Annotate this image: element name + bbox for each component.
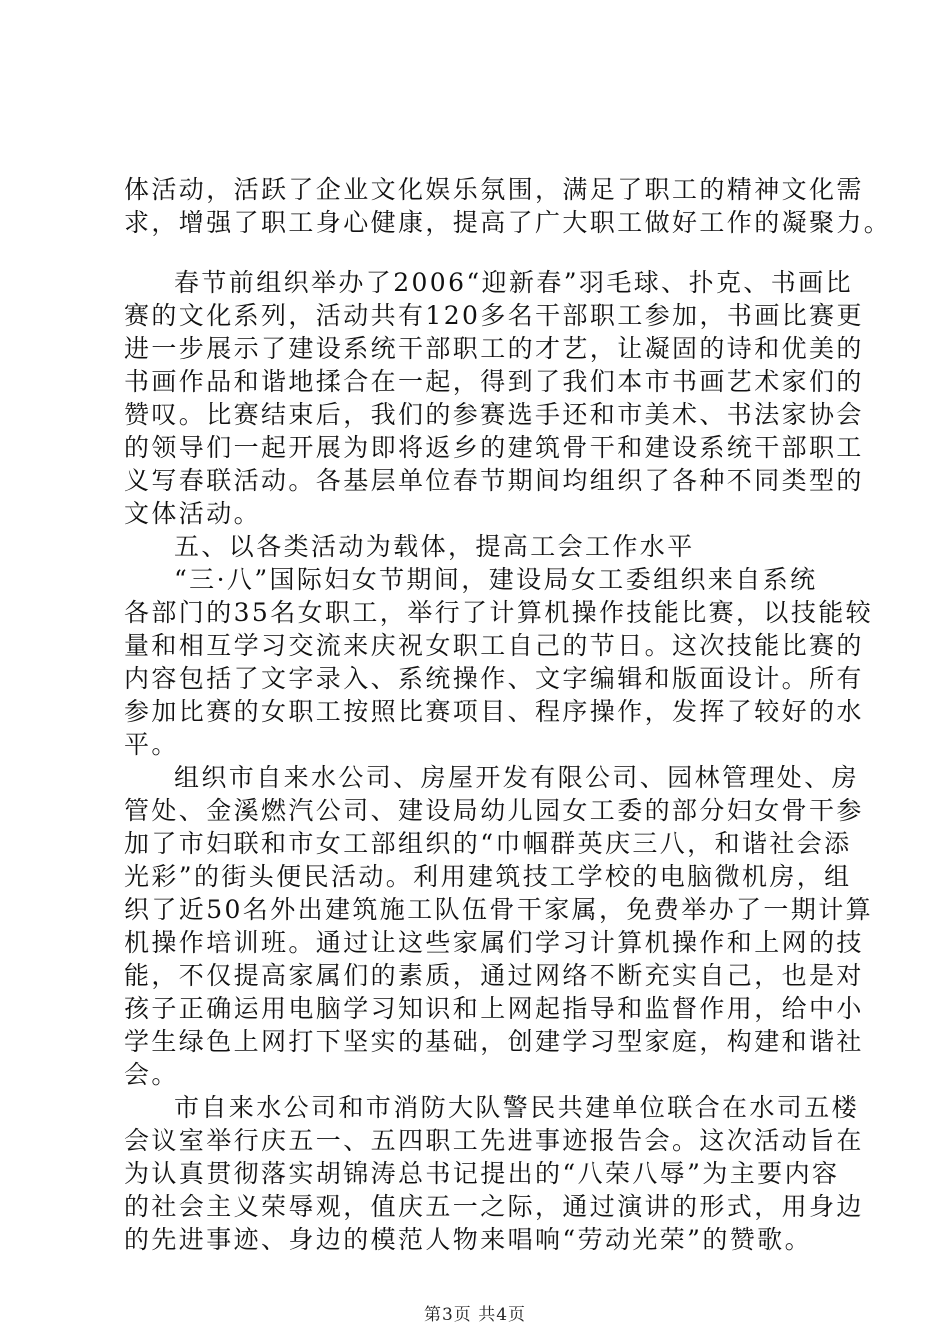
text-line: 各部门的35名女职工，举行了计算机操作技能比赛，以技能较 xyxy=(124,598,874,627)
text-line: 管处、金溪燃汽公司、建设局幼儿园女工委的部分妇女骨干参 xyxy=(124,796,864,825)
text-line: 能，不仅提高家属们的素质，通过网络不断充实自己，也是对 xyxy=(124,961,864,990)
text-line: 会。 xyxy=(124,1060,179,1089)
text-line: 赛的文化系列，活动共有120多名干部职工参加，书画比赛更 xyxy=(124,301,864,330)
text-line: 学生绿色上网打下坚实的基础，创建学习型家庭，构建和谐社 xyxy=(124,1027,864,1056)
text-line: 体活动，活跃了企业文化娱乐氛围，满足了职工的精神文化需 xyxy=(124,175,864,204)
paragraph-first-line: “三·八”国际妇女节期间，建设局女工委组织来自系统 xyxy=(174,565,818,594)
text-line: 机操作培训班。通过让这些家属们学习计算机操作和上网的技 xyxy=(124,928,864,957)
text-line: 加了市妇联和市女工部组织的“巾帼群英庆三八，和谐社会添 xyxy=(124,829,852,858)
text-line: 的先进事迹、身边的模范人物来唱响“劳动光荣”的赞歌。 xyxy=(124,1225,812,1254)
text-line: 赞叹。比赛结束后，我们的参赛选手还和市美术、书法家协会 xyxy=(124,400,864,429)
text-line: 的社会主义荣辱观，值庆五一之际，通过演讲的形式，用身边 xyxy=(124,1192,864,1221)
text-line: 内容包括了文字录入、系统操作、文字编辑和版面设计。所有 xyxy=(124,664,864,693)
text-line: 平。 xyxy=(124,730,179,759)
text-line: 的领导们一起开展为即将返乡的建筑骨干和建设系统干部职工 xyxy=(124,433,864,462)
paragraph-first-line: 市自来水公司和市消防大队警民共建单位联合在水司五楼 xyxy=(174,1093,860,1122)
text-line: 进一步展示了建设系统干部职工的才艺，让凝固的诗和优美的 xyxy=(124,334,864,363)
text-line: 求，增强了职工身心健康，提高了广大职工做好工作的凝聚力。 xyxy=(124,208,892,237)
text-line: 量和相互学习交流来庆祝女职工自己的节日。这次技能比赛的 xyxy=(124,631,864,660)
paragraph-first-line: 春节前组织举办了2006“迎新春”羽毛球、扑克、书画比 xyxy=(174,268,853,297)
page-footer: 第3页 共4页 xyxy=(423,1305,527,1325)
text-line: 会议室举行庆五一、五四职工先进事迹报告会。这次活动旨在 xyxy=(124,1126,864,1155)
text-line: 文体活动。 xyxy=(124,499,262,528)
section-heading: 五、以各类活动为载体，提高工会工作水平 xyxy=(174,532,695,561)
text-line: 义写春联活动。各基层单位春节期间均组织了各种不同类型的 xyxy=(124,466,864,495)
text-line: 书画作品和谐地揉合在一起，得到了我们本市书画艺术家们的 xyxy=(124,367,864,396)
text-line: 为认真贯彻落实胡锦涛总书记提出的“八荣八辱”为主要内容 xyxy=(124,1159,840,1188)
text-line: 参加比赛的女职工按照比赛项目、程序操作，发挥了较好的水 xyxy=(124,697,864,726)
text-line: 光彩”的街头便民活动。利用建筑技工学校的电脑微机房，组 xyxy=(124,862,852,891)
paragraph-first-line: 组织市自来水公司、房屋开发有限公司、园林管理处、房 xyxy=(174,763,860,792)
text-line: 孩子正确运用电脑学习知识和上网起指导和监督作用，给中小 xyxy=(124,994,864,1023)
text-line: 织了近50名外出建筑施工队伍骨干家属，免费举办了一期计算 xyxy=(124,895,874,924)
